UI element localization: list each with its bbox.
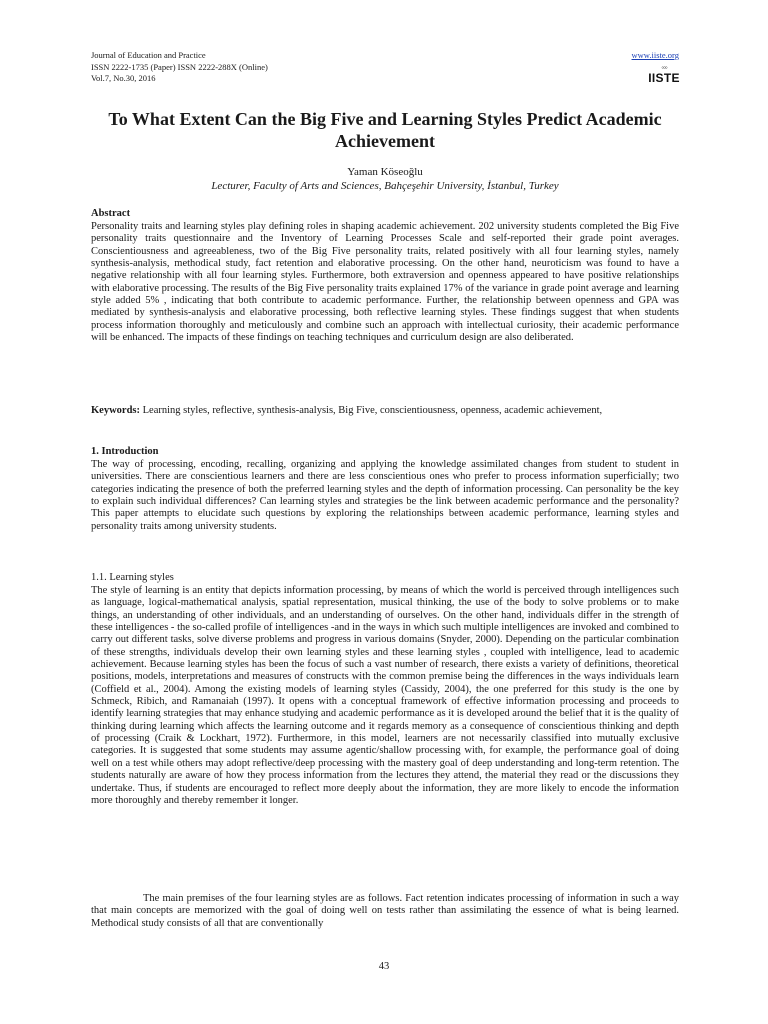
author-name: Yaman Köseoğlu bbox=[347, 166, 423, 178]
iiste-rings-icon: ◦◦◦ bbox=[661, 63, 667, 72]
journal-name: Journal of Education and Practice bbox=[91, 50, 206, 60]
issn-line: ISSN 2222-1735 (Paper) ISSN 2222-288X (Online) bbox=[91, 61, 268, 72]
keywords-text: Learning styles, reflective, synthesis-analysis, Big Five, conscientiousness, openness, academic achievement, bbox=[140, 405, 603, 416]
introduction-heading: 1. Introduction bbox=[91, 446, 159, 457]
journal-url-link[interactable]: www.iiste.org bbox=[631, 50, 679, 60]
learning-styles-paragraph-2: The main premises of the four learning styles are as follows. Fact retention indicates processing of information in such a way that main concepts are memorized with the goal of doing well on tests rather than assimilating the essence of what is being learned. Methodical study consists of all that are conventionally bbox=[91, 893, 679, 929]
learning-styles-paragraph-1: The style of learning is an entity that depicts information processing, by means of which the world is perceived through intelligences such as language, logical-mathematical analysis, spatial representation, musical thinking, the use of the body to solve problems or to make things, an understanding of other individuals, and an understanding of ourselves. On the other hand, individuals differ in the strength of these intelligences - the so-called profile of intelligences -and in the ways in which such multiple intelligences are invoked and combined to carry out different tasks, solve diverse problems and progress in various domains (Snyder, 2000). Depending on the particular combination of these strengths, individuals develop their own learning styles and these learning styles , coupled with intelligence, lead to academic achievement. Because learning styles has been the focus of such a vast number of research, there exists a variety of definitions, theoretical positions, models, interpretations and measures of constructs with the common premise being the differences in the ways individuals learn (Coffield et al., 2004). Among the existing models of learning styles (Cassidy, 2004), the one preferred for this study is the one by Schmeck, Ribich, and Ramanaiah (1997). It opens with a conceptual framework of effective information processing and proceeds to identify learning strategies that may enhance studying and academic performance as it is developed around the belief that it is the quality of thinking during learning which affects the learning outcome and it regards memory as a consequence of conscientious thinking and depth of processing (Craik & Lockhart, 1972). Furthermore, in this model, learners are not necessarily classified into mutually exclusive categories. It is suggested that some students may assume agentic/shallow processing with, for example, the performance goal of doing well on a test while others may adopt reflective/deep processing with the mastery goal of deep understanding and long-term retention. The students naturally are aware of how they process information from the lectures they attend, the material they read or the discussions they undertake. Thus, if students are encouraged to reflect more deeply about the information, they are more likely to encode the information more thoroughly and thereby remember it longer. bbox=[91, 585, 679, 806]
abstract-text: Personality traits and learning styles play defining roles in shaping academic achievement. 202 university students completed the Big Five personality traits questionnaire and the Inventory of Learning Processes Scale and self-reported their grade point averages. Conscientiousness and agreeableness, two of the Big Five personality traits, related positively with all four learning styles, namely synthesis-analysis, methodical study, fact retention and elaborative processing. On the other hand, neuroticism was found to have a negative relationship with all four learning styles. Furthermore, both extraversion and openness appeared to have positive relationships with elaborative processing. The results of the Big Five personality traits explained 17% of the variance in grade point average and learning style added 5% , indicating that both contribute to academic performance. Further, the relationship between openness and GPA was mediated by synthesis-analysis and elaborative processing, both reflective learning styles. These findings suggest that when students process information thoroughly and meticulously and combine such an approach with intellectual curiosity, their academic performance will be enhanced. The impacts of these findings on teaching techniques and curriculum design are also deliberated. bbox=[91, 221, 679, 344]
logo-text: IISTE bbox=[648, 71, 680, 85]
keywords-paragraph bbox=[91, 405, 679, 417]
introduction-text: The way of processing, encoding, recalling, organizing and applying the knowledge assimilated changes from student to student in universities. There are conscientious learners and there are less conscientious ones who prefer to process information superficially; two categories indicating the presence of both the preferred learning styles and the depth of information processing. Can personality be the key to explain such individual differences? Can learning styles and strategies be the link between academic performance and the personality? This paper attempts to elucidate such questions by exploring the relationships between academic performance, learning styles and personality traits among university students. bbox=[91, 459, 679, 532]
page-number: 43 bbox=[378, 961, 390, 972]
iiste-logo bbox=[648, 63, 680, 88]
volume-line: Vol.7, No.30, 2016 bbox=[91, 73, 156, 83]
abstract-heading: Abstract bbox=[91, 208, 131, 219]
journal-header bbox=[91, 50, 679, 94]
keywords-label: Keywords: bbox=[91, 405, 140, 416]
learning-styles-heading: 1.1. Learning styles bbox=[91, 572, 174, 583]
author-affiliation: Lecturer, Faculty of Arts and Sciences, Bahçeşehir University, İstanbul, Turkey bbox=[211, 180, 559, 192]
paper-title: To What Extent Can the Big Five and Learning Styles Predict Academic Achievement bbox=[108, 109, 662, 151]
